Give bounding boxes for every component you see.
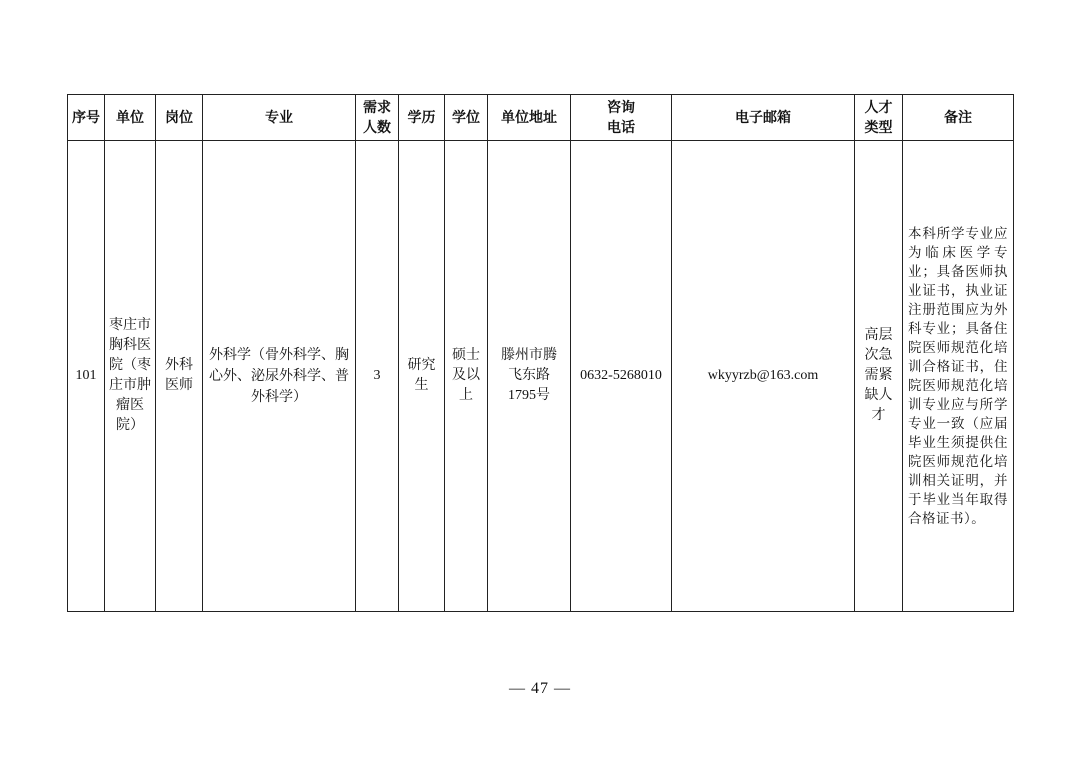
header-post: 岗位 (156, 95, 203, 141)
cell-count: 3 (356, 141, 399, 612)
cell-notes: 本科所学专业应为临床医学专业；具备医师执业证书，执业证注册范围应为外科专业；具备住院医师规范化培训合格证书，住院医师规范化培训专业应与所学专业一致（应届毕业生须提供住院医师规范化培训相关证明，并于毕业当年取得合格证书）。 (903, 141, 1014, 612)
header-major: 专业 (203, 95, 356, 141)
cell-talent-type: 高层次急需紧缺人才 (855, 141, 903, 612)
cell-post: 外科医师 (156, 141, 203, 612)
cell-seq: 101 (68, 141, 105, 612)
cell-email: wkyyrzb@163.com (672, 141, 855, 612)
header-email: 电子邮箱 (672, 95, 855, 141)
header-degree: 学位 (445, 95, 488, 141)
header-unit: 单位 (105, 95, 156, 141)
cell-education: 研究生 (399, 141, 445, 612)
header-education: 学历 (399, 95, 445, 141)
table-header-row (68, 95, 1014, 141)
cell-unit: 枣庄市胸科医院（枣庄市肿瘤医院） (105, 141, 156, 612)
header-seq: 序号 (68, 95, 105, 141)
header-count: 需求人数 (356, 95, 399, 141)
recruitment-table (67, 94, 1014, 612)
cell-phone: 0632-5268010 (571, 141, 672, 612)
header-notes: 备注 (903, 95, 1014, 141)
header-phone: 咨询电话 (571, 95, 672, 141)
header-address: 单位地址 (488, 95, 571, 141)
cell-degree: 硕士及以上 (445, 141, 488, 612)
cell-address: 滕州市腾飞东路1795号 (488, 141, 571, 612)
header-talent-type: 人才类型 (855, 95, 903, 141)
table-row (68, 141, 1014, 612)
page-number: — 47 — (509, 680, 571, 697)
cell-major: 外科学（骨外科学、胸心外、泌尿外科学、普外科学） (203, 141, 356, 612)
